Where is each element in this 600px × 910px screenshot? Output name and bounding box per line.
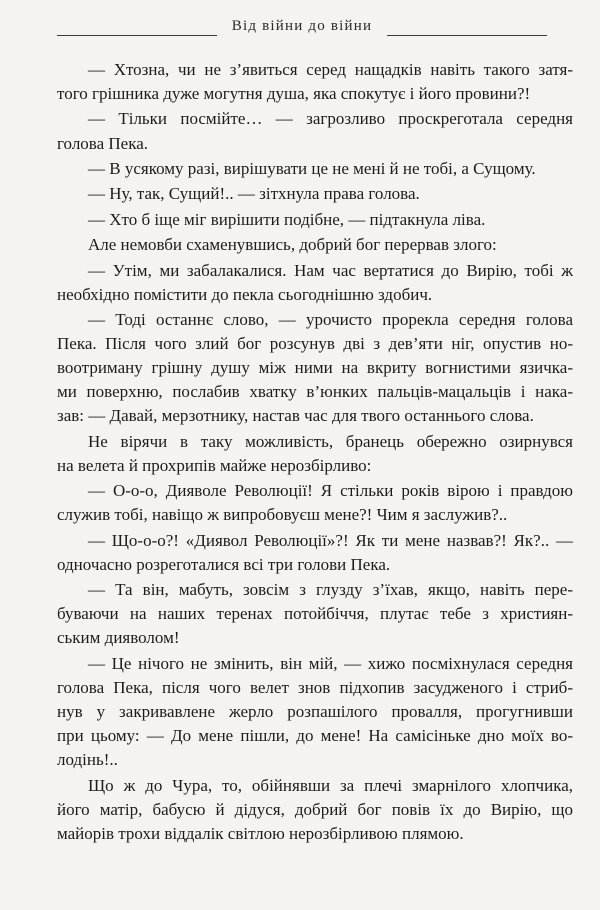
text-line: — Тільки посмійте… — загрозливо проскреготала середня [88,109,573,129]
text-line: при цьому: — До мене пішли, до мене! На самісіньке дно моїх во- [57,726,573,746]
paragraph [57,308,573,428]
header-rule-right [387,35,547,36]
text-line: Що ж до Чура, то, обійнявши за плечі змарнілого хлопчика, [88,775,573,795]
text-line: — Тоді останнє слово, — урочисто прорекла середня голова [88,310,573,330]
text-line: — Утім, ми забалакалися. Нам час вертатися до Вирію, тобі ж [88,260,573,280]
text-line: голова Пека, після чого велет знов підхопив засудженого і стриб- [57,677,573,697]
text-line: Не вірячи в таку можливість, бранець обережно озирнувся [88,431,573,451]
text-line: того грішника дуже могутня душа, яка спокутує і його провини?! [57,84,531,104]
text-line: — Хтозна, чи не з’явиться серед нащадків навіть такого затя- [88,60,573,79]
text-line: зав: — Давай, мерзотнику, настав час для твого останнього слова. [57,406,534,426]
text-line: воотриману грішну душу між ними на вкриту вогнистими язичка- [57,358,573,378]
text-line: — Це нічого не змінить, він мій, — хижо посміхнулася середня [88,653,573,673]
text-line: голова Пека. [57,133,149,153]
paragraph [57,157,573,181]
paragraph [57,259,573,307]
text-line: майорів трохи віддалік світлою нерозбірливою плямою. [57,823,464,843]
paragraph [57,233,573,257]
text-line: нув у закривавлене жерло розпашілого провалля, прогугнивши [57,702,573,721]
page-body [57,58,573,847]
paragraph [57,58,573,106]
header-title: Від війни до війни [231,18,373,34]
text-line: — Та він, мабуть, зовсім з глузду з’їхав, якщо, навіть пере- [88,580,573,600]
text-line: — Що-о-о?! «Диявол Революції»?! Як ти мене назвав?! Як?.. — [88,530,573,550]
text-line: — Ну, так, Сущий!.. — зітхнула права голова. [88,184,420,204]
header-rule-left [57,35,217,36]
text-line: — О-о-о, Дияволе Революції! Я стільки років вірою і правдою [88,481,573,501]
paragraph [57,208,573,232]
text-line: на велета й прохрипів майже нерозбірливо: [57,455,372,475]
paragraph [57,774,573,846]
paragraph [57,479,573,527]
text-line: ським дияволом! [57,628,180,648]
text-line: одночасно розреготалися всі три голови Пека. [57,554,391,574]
text-line: необхідно помістити до пекла сьогоднішню здобич. [57,284,433,304]
text-line: — Хто б іще міг вирішити подібне, — підтакнула ліва. [88,209,486,229]
text-line: буваючи на наших теренах потойбіччя, плутає тебе з християн- [57,604,573,624]
paragraph [57,652,573,772]
text-line: Пека. Після чого злий бог розсунув дві з дев’яти ніг, опустив но- [57,334,573,354]
running-header [57,18,547,40]
text-line: Але немовби схаменувшись, добрий бог перервав злого: [88,235,497,255]
text-line: його матір, бабусю й дідуся, добрий бог повів їх до Вирію, що [57,799,573,819]
paragraph [57,107,573,155]
paragraph [57,430,573,478]
text-line: ми поверхню, послабив хватку в’юнких пальців-мацальців і нака- [57,382,573,402]
text-line: — В усякому разі, вирішувати це не мені й не тобі, а Сущому. [88,158,536,178]
text-line: лодінь!.. [57,750,118,770]
paragraph [57,578,573,650]
paragraph [57,182,573,206]
text-line: служив тобі, навіщо ж випробовуєш мене?! Чим я заслужив?.. [57,505,508,525]
paragraph [57,529,573,577]
